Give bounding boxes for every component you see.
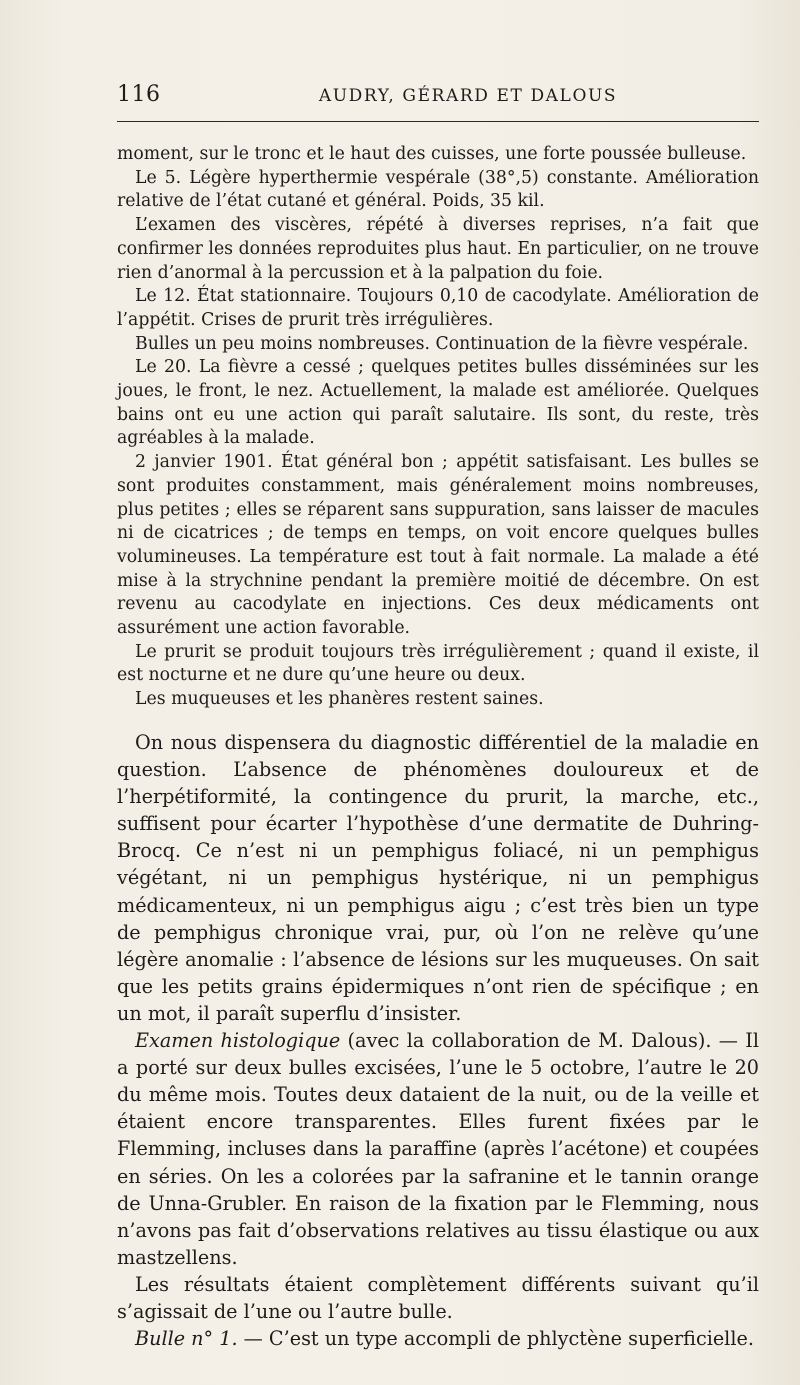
diagnosis-paragraph: On nous dispensera du diagnostic différentiel de la maladie en question. L’absence de phénomènes douloureux et de l’herpétiformité, la contingence du prurit, la marche, etc., suffisent pour écarter l’hypothèse d’une dermatite de Duhring-Brocq. Ce n’est ni un pemphigus foliacé, ni un pemphigus végétant, ni un pemphigus hystérique, ni un pemphigus médicamenteux, ni un pemphigus aigu ; c’est très bien un type de pemphigus chronique vrai, pur, où l’on ne relève qu’une légère anomalie : l’absence de lésions sur les muqueuses. On sait que les petits grains épidermiques n’ont rien de spécifique ; en un mot, il paraît superflu d’insister. <box>117 731 759 1025</box>
case-note-paragraph: Bulles un peu moins nombreuses. Continuation de la fièvre vespérale. <box>135 333 749 354</box>
case-note-paragraph: L’examen des viscères, répété à diverses reprises, n’a fait que confirmer les données reproduites plus haut. En particulier, on ne trouve rien d’anormal à la percussion et à la palpation du foie. <box>117 215 759 283</box>
results-paragraph: Les résultats étaient complètement différents suivant qu’il s’agissait de l’une ou l’autre bulle. <box>117 1272 759 1323</box>
histology-paragraph <box>117 1027 759 1271</box>
case-note-paragraph: moment, sur le tronc et le haut des cuisses, une forte poussée bulleuse. <box>117 144 747 164</box>
discussion <box>117 729 759 1352</box>
bulle-heading: Bulle n° 1. <box>135 1327 238 1351</box>
page-number: 116 <box>117 82 161 107</box>
running-title: AUDRY, GÉRARD ET DALOUS <box>318 86 618 106</box>
histology-heading: Examen histologique <box>135 1029 341 1053</box>
histology-text: (avec la collaboration de M. Dalous). — Il a porté sur deux bulles excisées, l’une le 5 octobre, l’autre le 20 du même mois. Toutes deux dataient de la nuit, ou de la veille et étaient encore transparentes. Elles furent fixées par le Flemming, incluses dans la paraffine (après l’acétone) et coupées en séries. On les a colorées par la safranine et le tannin orange de Unna-Grubler. En raison de la fixation par le Flemming, nous n’avons pas fait d’observations relatives au tissu élastique ou aux mastzellens. <box>117 1029 759 1269</box>
case-notes <box>117 143 759 712</box>
case-note-paragraph: Les muqueuses et les phanères restent saines. <box>135 689 544 710</box>
header-rule <box>117 121 759 122</box>
page-header <box>117 78 759 112</box>
bulle-text: — C’est un type accompli de phlyctène superficielle. <box>237 1327 754 1351</box>
case-note-paragraph: Le 12. État stationnaire. Toujours 0,10 de cacodylate. Amélioration de l’appétit. Crises de prurit très irrégulières. <box>117 286 759 330</box>
case-note-paragraph: Le prurit se produit toujours très irrégulièrement ; quand il existe, il est nocturne et ne dure qu’une heure ou deux. <box>117 641 759 686</box>
case-note-paragraph: Le 5. Légère hyperthermie vespérale (38°,5) constante. Amélioration relative de l’état cutané et général. Poids, 35 kil. <box>117 167 759 212</box>
bulle-paragraph <box>117 1325 759 1352</box>
case-note-paragraph: 2 janvier 1901. État général bon ; appétit satisfaisant. Les bulles se sont produites constamment, mais généralement moins nombreuses, plus petites ; elles se réparent sans suppuration, sans laisser de macules ni de cicatrices ; de temps en temps, on voit encore quelques bulles volumineuses. La température est tout à fait normale. La malade a été mise à la strychnine pendant la première moitié de décembre. On est revenu au cacodylate en injections. Ces deux médicaments ont assurément une action favorable. <box>117 452 759 639</box>
case-note-paragraph: Le 20. La fièvre a cessé ; quelques petites bulles disséminées sur les joues, le front, le nez. Actuellement, la malade est améliorée. Quelques bains ont eu une action qui paraît salutaire. Ils sont, du reste, très agréables à la malade. <box>117 357 759 449</box>
